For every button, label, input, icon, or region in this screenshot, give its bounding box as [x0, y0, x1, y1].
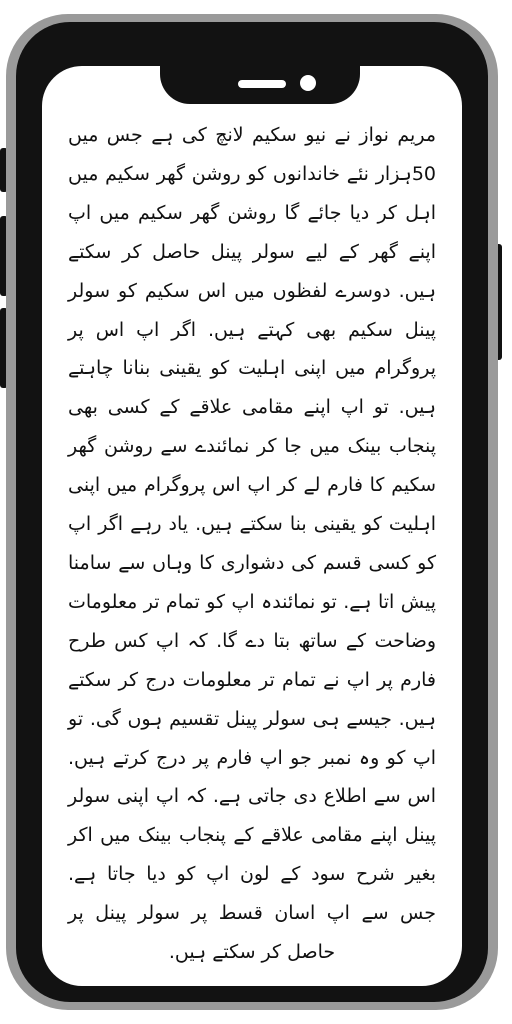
phone-screen [42, 66, 462, 986]
phone-body [16, 22, 488, 1002]
phone-frame [6, 14, 498, 1010]
article-text: مریم نواز نے نیو سکیم لانچ کی ہے جس میں 50ہزار نئے خاندانوں کو روشن گھر سکیم میں اہل کر دیا جائے گا روشن گھر سکیم میں اپ اپنے گھر کے لیے سولر پینل حاصل کر سکتے ہیں. دوسرے لفظوں میں اس سکیم کو سولر پینل سکیم بھی کہتے ہیں. اگر اپ اس پر پروگرام میں اپنی اہلیت کو یقینی بنانا چاہتے ہیں. تو اپ اپنے مقامی علاقے کے کسی بھی پنجاب بینک میں جا کر نمائندے سے روشن گھر سکیم کا فارم لے کر اپ اس پروگرام میں اپنی اہلیت کو یقینی بنا سکتے ہیں. یاد رہے اگر اپ کو کسی قسم کی دشواری کا وہاں سے سامنا پیش اتا ہے. تو نمائندہ اپ کو تمام تر معلومات وضاحت کے ساتھ بتا دے گا. کہ اپ کس طرح فارم پر اپ نے تمام تر معلومات درج کر سکتے ہیں. جیسے ہی سولر پینل تقسیم ہوں گی. تو اپ کو وہ نمبر جو اپ فارم پر درج کرتے ہیں. اس سے اطلاع دی جاتی ہے. کہ اپ اپنی سولر پینل اپنے مقامی علاقے کے پنجاب بینک میں اکر بغیر شرح سود کے لون اپ کو دیا جاتا ہے. جس سے اپ اسان قسط پر سولر پینل پر حاصل کر سکتے ہیں. [68, 124, 436, 964]
